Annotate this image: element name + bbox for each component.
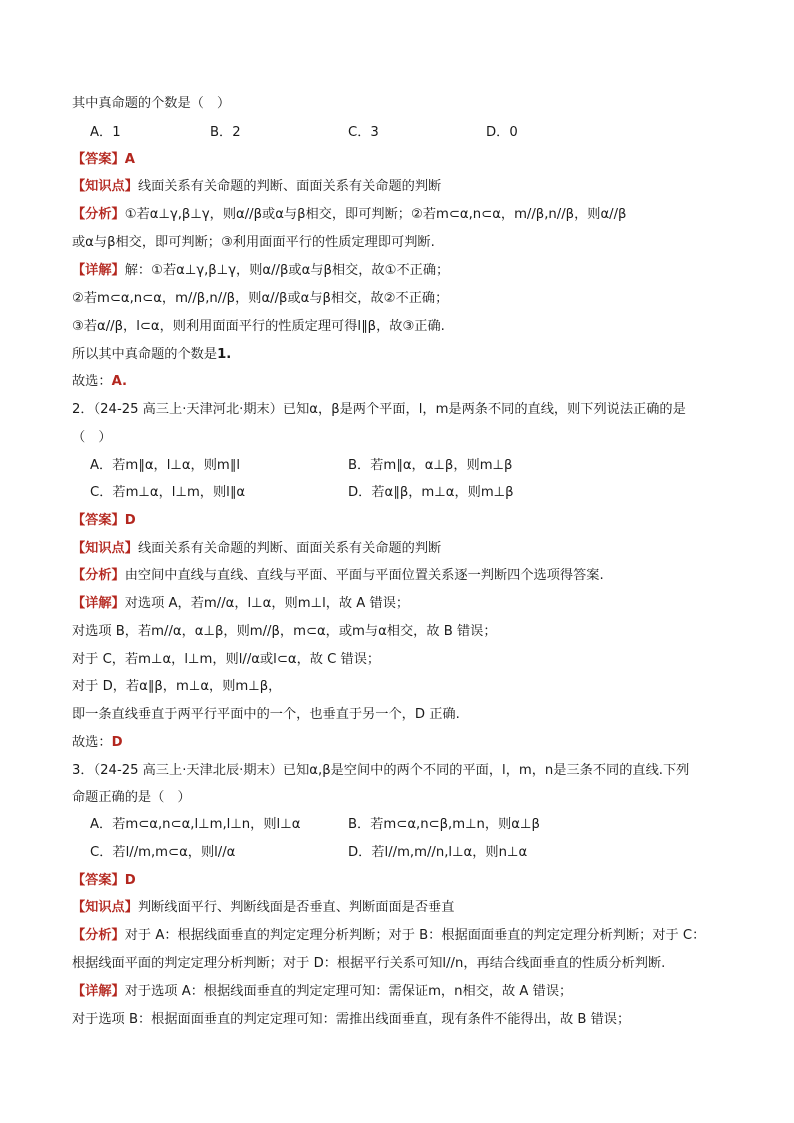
q1-answer-line bbox=[72, 150, 732, 170]
q3-knowledge-line bbox=[72, 898, 732, 918]
analysis-tag: 【分析】 bbox=[72, 928, 125, 943]
q1-option-b: B．2 bbox=[210, 125, 241, 140]
answer-value: D bbox=[124, 513, 136, 528]
detail-text: 解：①若α⊥γ,β⊥γ，则α//β或α与β相交，故①不正确； bbox=[124, 263, 450, 278]
q3-stem-line-2: 命题正确的是（ ） bbox=[72, 790, 191, 805]
detail-tag: 【详解】 bbox=[72, 596, 125, 611]
analysis-tag: 【分析】 bbox=[72, 568, 125, 583]
q1-analysis-line-2: 或α与β相交，即可判断；③利用面面平行的性质定理即可判断. bbox=[72, 235, 435, 250]
answer-value: D bbox=[124, 873, 136, 888]
detail-tag: 【详解】 bbox=[72, 263, 125, 278]
analysis-tag: 【分析】 bbox=[72, 207, 125, 222]
analysis-text: 对于 A：根据线面垂直的判定定理分析判断；对于 B：根据面面垂直的判定定理分析判断；对于 C： bbox=[124, 928, 706, 943]
answer-tag: 【答案】 bbox=[72, 513, 125, 528]
detail-text: 对选项 A，若m//α，l⊥α，则m⊥l，故 A 错误； bbox=[124, 596, 410, 611]
knowledge-text: 判断线面平行、判断线面是否垂直、判断面面是否垂直 bbox=[137, 900, 455, 915]
answer-tag: 【答案】 bbox=[72, 873, 125, 888]
q3-option-a: A．若m⊂α,n⊂α,l⊥m,l⊥n，则l⊥α bbox=[90, 817, 301, 832]
q2-detail-line-2: 对选项 B，若m//α，α⊥β，则m//β，m⊂α，或m与α相交，故 B 错误； bbox=[72, 624, 497, 639]
q1-choose-line bbox=[72, 372, 732, 392]
q1-detail-line-2: ②若m⊂α,n⊂α，m//β,n//β，则α//β或α与β相交，故②不正确； bbox=[72, 291, 449, 306]
q3-detail-line-2: 对于选项 B：根据面面垂直的判定定理可知：需推出线面垂直，现有条件不能得出，故 B 错误； bbox=[72, 1012, 631, 1027]
knowledge-tag: 【知识点】 bbox=[72, 179, 138, 194]
q2-detail-line-1 bbox=[72, 594, 732, 614]
q2-detail-line-3: 对于 C，若m⊥α，l⊥m，则l//α或l⊂α，故 C 错误； bbox=[72, 652, 381, 667]
knowledge-tag: 【知识点】 bbox=[72, 900, 138, 915]
q1-option-c: C．3 bbox=[348, 125, 379, 140]
q3-option-d: D．若l//m,m//n,l⊥α，则n⊥α bbox=[348, 845, 528, 860]
choose-label: 故选： bbox=[72, 735, 112, 750]
answer-value: A bbox=[124, 152, 135, 167]
q2-detail-line-5: 即一条直线垂直于两平行平面中的一个，也垂直于另一个，D 正确. bbox=[72, 707, 460, 722]
q3-analysis-line-1 bbox=[72, 926, 732, 946]
q3-analysis-line-2: 根据线面平面的判定定理分析判断；对于 D：根据平行关系可知l//n，再结合线面垂直的性质分析判断. bbox=[72, 956, 666, 971]
choose-value: D bbox=[111, 735, 123, 750]
q1-knowledge-line bbox=[72, 177, 732, 197]
q1-option-a: A．1 bbox=[90, 125, 121, 140]
answer-tag: 【答案】 bbox=[72, 152, 125, 167]
q2-knowledge-line bbox=[72, 539, 732, 559]
detail-value: 1. bbox=[217, 347, 232, 362]
q1-stem-tail: 其中真命题的个数是（ ） bbox=[72, 96, 231, 111]
q1-analysis-line-1 bbox=[72, 205, 732, 225]
q3-option-c: C．若l//m,m⊂α，则l//α bbox=[90, 845, 236, 860]
choose-value: A. bbox=[111, 374, 128, 389]
knowledge-text: 线面关系有关命题的判断、面面关系有关命题的判断 bbox=[137, 179, 442, 194]
q3-answer-line bbox=[72, 871, 732, 891]
q3-stem-line-1: 3．（24-25 高三上·天津北辰·期末）已知α,β是空间中的两个不同的平面，l，m，n是三条不同的直线.下列 bbox=[72, 763, 690, 778]
q2-choose-line bbox=[72, 733, 732, 753]
q2-option-c: C．若m⊥α，l⊥m，则l∥α bbox=[90, 485, 246, 500]
q2-detail-line-4: 对于 D，若α∥β，m⊥α，则m⊥β， bbox=[72, 679, 282, 694]
q1-option-d: D．0 bbox=[486, 125, 518, 140]
detail-tag: 【详解】 bbox=[72, 984, 125, 999]
q2-option-b: B．若m∥α，α⊥β，则m⊥β bbox=[348, 458, 513, 473]
detail-text: 所以其中真命题的个数是 bbox=[72, 347, 218, 362]
q2-option-a: A．若m∥α，l⊥α，则m∥l bbox=[90, 458, 241, 473]
q2-stem-line-1: 2．（24-25 高三上·天津河北·期末）已知α，β是两个平面，l，m是两条不同的直线，则下列说法正确的是 bbox=[72, 402, 686, 417]
analysis-text: ①若α⊥γ,β⊥γ，则α//β或α与β相交，即可判断；②若m⊂α,n⊂α，m//β,n//β，则α//β bbox=[124, 207, 627, 222]
q2-analysis-line bbox=[72, 566, 732, 586]
q2-stem-line-2: （ ） bbox=[72, 430, 112, 445]
q2-option-d: D．若α∥β，m⊥α，则m⊥β bbox=[348, 485, 514, 500]
knowledge-text: 线面关系有关命题的判断、面面关系有关命题的判断 bbox=[137, 541, 442, 556]
q1-detail-line-3: ③若α//β，l⊂α，则利用面面平行的性质定理可得l∥β，故③正确. bbox=[72, 319, 445, 334]
q3-option-b: B．若m⊂α,n⊂β,m⊥n，则α⊥β bbox=[348, 817, 540, 832]
choose-label: 故选： bbox=[72, 374, 112, 389]
q1-detail-line-1 bbox=[72, 261, 732, 281]
q1-detail-line-4 bbox=[72, 345, 732, 365]
q2-answer-line bbox=[72, 511, 732, 531]
knowledge-tag: 【知识点】 bbox=[72, 541, 138, 556]
detail-text: 对于选项 A：根据线面垂直的判定定理可知：需保证m，n相交，故 A 错误； bbox=[124, 984, 573, 999]
q3-detail-line-1 bbox=[72, 982, 732, 1002]
analysis-text: 由空间中直线与直线、直线与平面、平面与平面位置关系逐一判断四个选项得答案. bbox=[124, 568, 604, 583]
